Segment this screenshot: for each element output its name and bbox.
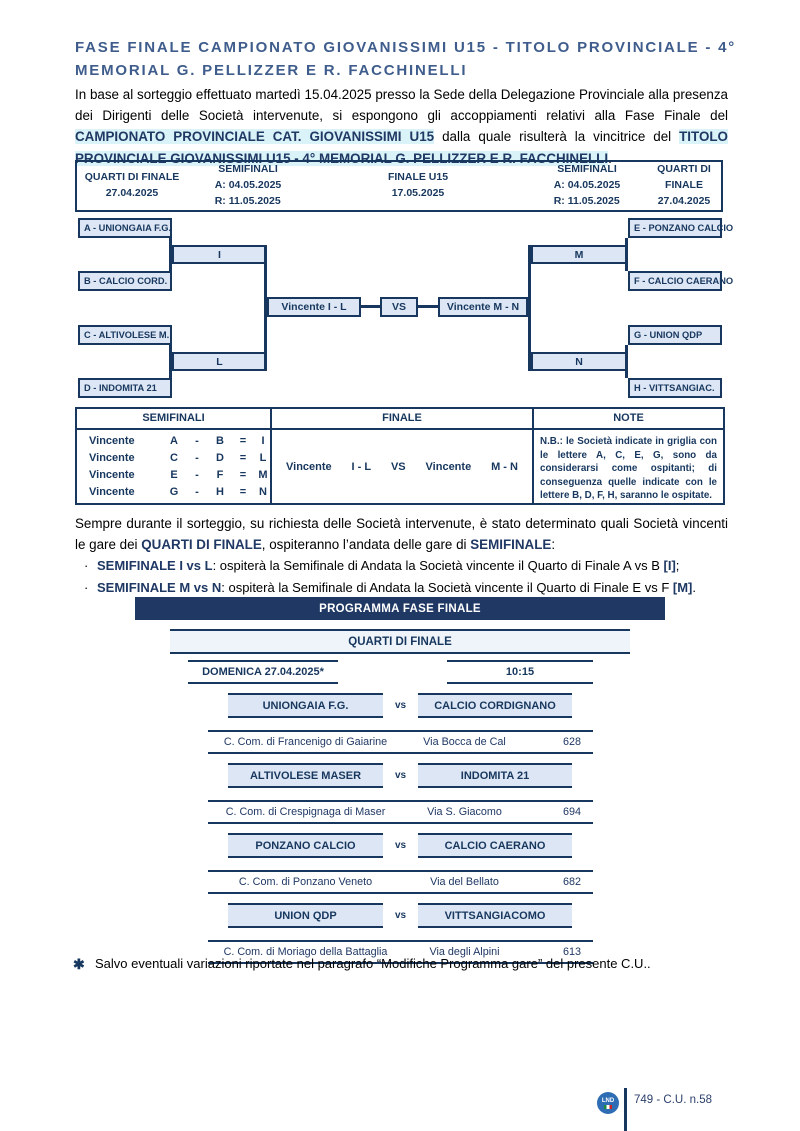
- header-label: QUARTI DI FINALE: [657, 163, 711, 192]
- home-team: UNION QDP: [228, 903, 383, 928]
- header-date-ritorno: R: 11.05.2025: [553, 194, 620, 207]
- cell: =: [239, 469, 247, 481]
- header-date-ritorno: R: 11.05.2025: [214, 194, 281, 207]
- table-row: [77, 469, 270, 481]
- venue-street: Via degli Alpini: [429, 946, 500, 958]
- away-team: VITTSANGIACOMO: [418, 903, 572, 928]
- venue-street: Via Bocca de Cal: [423, 736, 506, 748]
- table-row: [77, 435, 270, 447]
- bracket-header-table: [75, 160, 723, 212]
- cell: Vincente: [89, 452, 135, 464]
- cell: Vincente: [89, 435, 135, 447]
- venue-row: [208, 730, 593, 754]
- bracket-team-h: H - VITTSANGIAC.: [628, 378, 722, 398]
- cell: Vincente: [89, 486, 135, 498]
- venue-row: [208, 800, 593, 824]
- cell: E: [170, 469, 178, 481]
- away-team: INDOMITA 21: [418, 763, 572, 788]
- away-team: CALCIO CAERANO: [418, 833, 572, 858]
- match-date: DOMENICA 27.04.2025*: [188, 660, 338, 684]
- bracket-final-left: Vincente I - L: [267, 297, 361, 317]
- list-item: [84, 578, 732, 598]
- away-team: CALCIO CORDIGNANO: [418, 693, 572, 718]
- header-date: 27.04.2025: [105, 187, 159, 199]
- venue-name: C. Com. di Moriago della Battaglia: [223, 946, 388, 958]
- cell: -: [195, 452, 199, 464]
- cell: H: [216, 486, 224, 498]
- bullet-marker: ·: [84, 558, 89, 573]
- summary-col-note: [532, 409, 723, 503]
- venue-street: Via del Bellato: [430, 876, 499, 888]
- page-reference: 749 - C.U. n.58: [634, 1094, 712, 1106]
- bracket-final-vs: VS: [380, 297, 418, 317]
- summary-col-semifinali: [77, 409, 270, 503]
- venue-number: 613: [562, 946, 581, 958]
- venue-number: 694: [562, 806, 581, 818]
- summary-table: [75, 407, 725, 505]
- header-label: SEMIFINALI: [557, 163, 617, 176]
- program-title-bar: PROGRAMMA FASE FINALE: [135, 597, 665, 620]
- home-team: PONZANO CALCIO: [228, 833, 383, 858]
- header-col-semi-left: [187, 162, 309, 209]
- header-date-andata: A: 04.05.2025: [553, 179, 621, 192]
- bullet-text: SEMIFINALE I vs L: ospiterà la Semifinale di Andata la Società vincente il Quarto di Finale A vs B [I];: [97, 558, 680, 573]
- bullet-marker: ·: [84, 579, 89, 595]
- bracket-team-f: F - CALCIO CAERANO: [628, 271, 722, 291]
- cell: F: [216, 469, 224, 481]
- match-row: [135, 903, 665, 928]
- summary-header: SEMIFINALI: [77, 409, 270, 430]
- venue-row: [208, 870, 593, 894]
- bracket-connector: [528, 245, 531, 371]
- header-col-quarti-left: [77, 170, 187, 202]
- bracket-connector: [625, 238, 628, 271]
- header-col-quarti-right: [647, 162, 721, 209]
- cell: -: [195, 486, 199, 498]
- cell: M - N: [491, 460, 518, 473]
- note-text: N.B.: le Società indicate in griglia con le lettere A, C, E, G, sono da considerarsi come ospitanti; di conseguenza quelle indicate con le lettere B, D, F, H, saranno le ospitate.: [540, 436, 717, 502]
- venue-name: C. Com. di Ponzano Veneto: [238, 876, 373, 888]
- footer-divider: [624, 1088, 627, 1131]
- tournament-bracket: [75, 214, 734, 398]
- intro-paragraph: In base al sorteggio effettuato martedì 15.04.2025 presso la Sede della Delegazione Provinciale alla presenza dei Dirigenti delle Società intervenute, si espongono gli accoppiamenti relativi alla Fase Finale del CAMPIONATO PROVINCIALE CAT. GIOVANISSIMI U15 dalla quale risulterà la vincitrice del TITOLO PROVINCIALE GIOVANISSIMI U15 - 4° MEMORIAL G. PELLIZZER E R. FACCHINELLI.: [75, 87, 728, 166]
- table-row: [77, 486, 270, 498]
- cell: I: [261, 435, 265, 447]
- cell: Vincente: [89, 469, 135, 481]
- bracket-connector: [361, 305, 380, 308]
- lnd-logo-icon: [597, 1092, 619, 1114]
- bracket-final-right: Vincente M - N: [438, 297, 528, 317]
- logo-text: LND: [601, 1097, 615, 1104]
- sorteggio-paragraph: Sempre durante il sorteggio, su richiesta delle Società intervenute, è stato determinato quali Società vincenti le gare dei QUARTI DI FINALE, ospiteranno l’andata delle gare di SEMIFINALE:: [75, 516, 728, 553]
- bracket-team-a: A - UNIONGAIA F.G.: [78, 218, 172, 238]
- cell: -: [195, 435, 199, 447]
- list-item: [84, 556, 732, 576]
- venue-street: Via S. Giacomo: [427, 806, 502, 818]
- summary-col-finale: [270, 409, 532, 503]
- home-team: UNIONGAIA F.G.: [228, 693, 383, 718]
- match-row: [135, 693, 665, 718]
- cell: G: [169, 486, 179, 498]
- cell: Vincente: [425, 460, 472, 473]
- cell: D: [216, 452, 224, 464]
- bullet-text: SEMIFINALE M vs N: ospiterà la Semifinale di Andata la Società vincente il Quarto di Finale E vs F [M].: [97, 579, 696, 595]
- cell: =: [239, 486, 247, 498]
- footnote-text: Salvo eventuali variazioni riportate nel paragrafo “Modifiche Programma gare” del presente C.U..: [95, 956, 651, 971]
- header-dates: [215, 178, 282, 210]
- header-date: 27.04.2025: [657, 194, 711, 207]
- venue-name: C. Com. di Francenigo di Gaiarine: [223, 736, 388, 748]
- header-label: SEMIFINALI: [218, 163, 278, 176]
- venue-number: 682: [562, 876, 581, 888]
- vs-label: vs: [394, 770, 407, 781]
- home-team: ALTIVOLESE MASER: [228, 763, 383, 788]
- summary-header: FINALE: [272, 409, 532, 430]
- vs-label: vs: [394, 700, 407, 711]
- header-dates: [554, 178, 621, 210]
- cell: B: [216, 435, 224, 447]
- bracket-team-g: G - UNION QDP: [628, 325, 722, 345]
- cell: A: [170, 435, 178, 447]
- header-col-finale: [309, 170, 527, 202]
- header-date-andata: A: 04.05.2025: [214, 179, 282, 192]
- cell: VS: [390, 460, 406, 473]
- summary-header: NOTE: [534, 409, 723, 430]
- page-title-line2: MEMORIAL G. PELLIZZER E R. FACCHINELLI: [75, 62, 468, 80]
- cell: =: [239, 452, 247, 464]
- cell: Vincente: [286, 460, 332, 473]
- header-label: QUARTI DI FINALE: [84, 171, 180, 184]
- bracket-semi-l: L: [172, 352, 267, 371]
- cell: C: [170, 452, 178, 464]
- semifinal-rules-list: [84, 556, 732, 600]
- program-section: [135, 597, 665, 964]
- match-time: 10:15: [447, 660, 593, 684]
- venue-number: 628: [562, 736, 581, 748]
- semifinal-pairings: [77, 430, 270, 503]
- cell: L: [259, 452, 267, 464]
- page-title: [75, 36, 755, 83]
- header-label: FINALE U15: [387, 171, 449, 184]
- bracket-team-e: E - PONZANO CALCIO: [628, 218, 722, 238]
- match-row: [135, 833, 665, 858]
- footnote: [73, 955, 745, 975]
- bracket-team-c: C - ALTIVOLESE M.: [78, 325, 172, 345]
- venue-name: C. Com. di Crespignaga di Maser: [225, 806, 386, 818]
- final-pairing: [272, 430, 532, 503]
- bracket-connector: [418, 305, 438, 308]
- cell: N: [259, 486, 267, 498]
- vs-label: vs: [394, 910, 407, 921]
- cell: M: [258, 469, 268, 481]
- bracket-team-b: B - CALCIO CORD.: [78, 271, 172, 291]
- cell: -: [195, 469, 199, 481]
- page-title-line1: FASE FINALE CAMPIONATO GIOVANISSIMI U15 - TITOLO PROVINCIALE - 4°: [75, 39, 737, 56]
- header-date: 17.05.2025: [391, 187, 445, 199]
- bracket-semi-n: N: [531, 352, 627, 371]
- date-time-row: [135, 660, 665, 684]
- italian-flag-icon: [604, 1105, 612, 1109]
- bracket-connector: [264, 245, 267, 371]
- asterisk-icon: ✱: [73, 956, 85, 972]
- header-col-semi-right: [527, 162, 647, 209]
- bracket-team-d: D - INDOMITA 21: [78, 378, 172, 398]
- bracket-semi-m: M: [531, 245, 627, 264]
- round-bar: QUARTI DI FINALE: [170, 629, 630, 654]
- bracket-connector: [625, 345, 628, 378]
- match-row: [135, 763, 665, 788]
- vs-label: vs: [394, 840, 407, 851]
- cell: =: [239, 435, 247, 447]
- bracket-connector: [169, 238, 172, 271]
- bracket-connector: [169, 345, 172, 378]
- bracket-semi-i: I: [172, 245, 267, 264]
- table-row: [77, 452, 270, 464]
- cell: I - L: [351, 460, 372, 473]
